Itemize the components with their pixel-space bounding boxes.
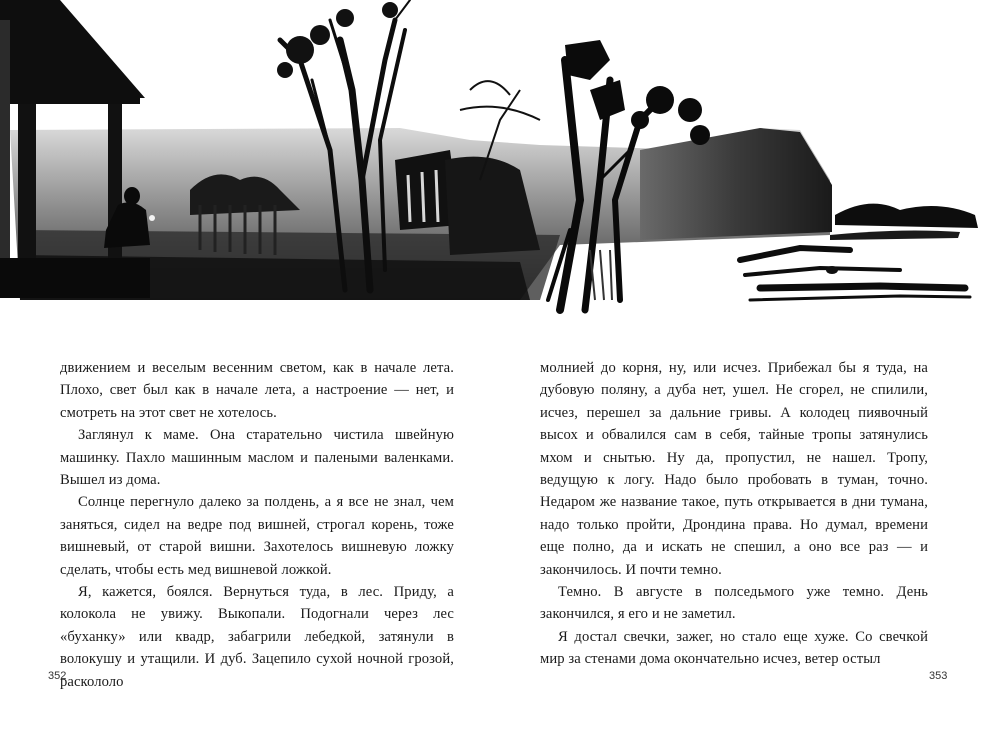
ink-landscape-illustration-icon: [0, 0, 1000, 320]
paragraph: Я, кажется, боялся. Вернуться туда, в лес. Приду, а колокола не увижу. Выкопали. Подогнали через лес «буханку» или квадр, забагрили лебедкой, затянули в волокушу и утащили. И дуб. Зацепило сухой ночной грозой, раскололо: [60, 584, 454, 690]
left-page-text: [60, 357, 454, 693]
paragraph: молнией до корня, ну, или исчез. Прибежал бы я туда, на дубовую поляну, а дуба нет, ушел. Не сгорел, не спилили, исчез, перешел за дальние гривы. А колодец пиявочный высох и обвалился сам в себя, тайные тропы затянулись мхом и снытью. Ну да, пропустил, не нашел. Тропу, ведущую к логу. Надо было пробовать в туман, точно. Недаром же название такое, путь открывается в дни тумана, надо только пройти, Дрондина права. Но думал, времени еще полно, да и искать не спешил, а оно все раз — и закончилось. И почти темно.: [540, 360, 928, 578]
right-page-text: [540, 357, 928, 671]
paragraph: Солнце перегнуло далеко за полдень, а я все не знал, чем заняться, сидел на ведре под вишней, строгал корень, тоже вишневый, от старой вишни. Захотелось вишневую ложку сделать, чтобы есть мед вишневой ложкой.: [60, 494, 454, 578]
paragraph: движением и веселым весенним светом, как в начале лета. Плохо, свет был как в начале лета, а настроение — нет, и смотреть на этот свет не хотелось.: [60, 360, 454, 421]
paragraph: Заглянул к маме. Она старательно чистила швейную машинку. Пахло машинным маслом и палеными валенками. Вышел из дома.: [60, 427, 454, 489]
paragraph: Темно. В августе в полседьмого уже темно. День закончился, я его и не заметил.: [540, 584, 928, 623]
page-number-right: 353: [929, 670, 948, 682]
paragraph: Я достал свечки, зажег, но стало еще хуже. Со свечкой мир за стенами дома окончательно исчез, ветер остыл: [540, 628, 928, 668]
page-number-left: 352: [48, 670, 67, 682]
